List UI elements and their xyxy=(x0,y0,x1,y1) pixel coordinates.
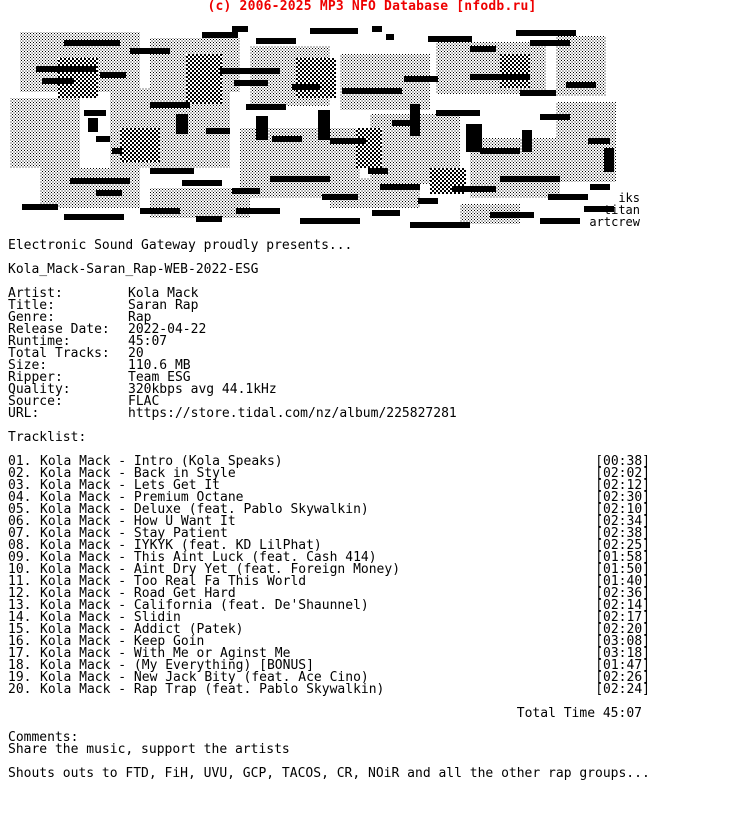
track-duration: [03:18] xyxy=(595,646,650,661)
track-title: Kola Mack - Aint Dry Yet (feat. Foreign Money) xyxy=(40,562,401,577)
track-duration: [01:58] xyxy=(595,550,650,565)
logo-block xyxy=(372,210,400,216)
total-time: Total Time 45:07 xyxy=(516,706,642,721)
track-duration: [02:36] xyxy=(595,586,650,601)
track-duration: [02:14] xyxy=(595,598,650,613)
logo-block xyxy=(330,178,420,208)
track-duration: [01:47] xyxy=(595,658,650,673)
track-duration: [00:38] xyxy=(595,454,650,469)
info-value: FLAC xyxy=(128,394,160,409)
track-duration: [02:02] xyxy=(595,466,650,481)
logo-block xyxy=(318,110,330,140)
track-title: Kola Mack - Lets Get It xyxy=(40,478,221,493)
logo-block xyxy=(452,186,496,192)
logo-block xyxy=(112,148,122,154)
track-number: 18. xyxy=(8,658,32,673)
track-duration: [02:26] xyxy=(595,670,650,685)
track-duration: [02:38] xyxy=(595,526,650,541)
track-duration: [02:30] xyxy=(595,490,650,505)
logo-block xyxy=(96,190,122,196)
comments-heading: Comments: xyxy=(8,730,79,745)
logo-block xyxy=(404,76,438,82)
track-number: 07. xyxy=(8,526,32,541)
track-number: 01. xyxy=(8,454,32,469)
logo-block xyxy=(206,128,230,134)
info-label: Size: xyxy=(8,358,48,373)
info-value: Kola Mack xyxy=(128,286,199,301)
info-value: Rap xyxy=(128,310,152,325)
logo-block xyxy=(590,184,610,190)
track-number: 15. xyxy=(8,622,32,637)
logo-block xyxy=(196,216,222,222)
tracklist-heading: Tracklist: xyxy=(8,430,87,445)
track-number: 16. xyxy=(8,634,32,649)
track-title: Kola Mack - California (feat. De'Shaunnel) xyxy=(40,598,369,613)
info-label: Title: xyxy=(8,298,55,313)
track-number: 06. xyxy=(8,514,32,529)
track-title: Kola Mack - Too Real Fa This World xyxy=(40,574,307,589)
info-label: Runtime: xyxy=(8,334,71,349)
track-number: 04. xyxy=(8,490,32,505)
track-number: 09. xyxy=(8,550,32,565)
logo-block xyxy=(356,128,382,168)
logo-block xyxy=(296,58,336,98)
logo-block xyxy=(548,194,588,200)
info-label: URL: xyxy=(8,406,40,421)
intro-line: Electronic Sound Gateway proudly presents... xyxy=(8,238,353,253)
logo-block xyxy=(182,180,222,186)
track-duration: [02:20] xyxy=(595,622,650,637)
logo-block xyxy=(64,40,120,46)
info-label: Ripper: xyxy=(8,370,63,385)
logo-block xyxy=(232,26,248,32)
track-number: 17. xyxy=(8,646,32,661)
track-title: Kola Mack - With Me or Aginst Me xyxy=(40,646,291,661)
logo-block xyxy=(300,218,360,224)
logo-block xyxy=(150,102,190,108)
logo-block xyxy=(470,46,496,52)
track-title: Kola Mack - IYKYK (feat. KD LilPhat) xyxy=(40,538,322,553)
logo-block xyxy=(540,114,570,120)
logo-block xyxy=(130,48,170,54)
track-title: Kola Mack - (My Everything) [BONUS] xyxy=(40,658,314,673)
track-duration: [02:34] xyxy=(595,514,650,529)
logo-block xyxy=(270,176,330,182)
logo-block xyxy=(310,28,358,34)
logo-block xyxy=(70,178,130,184)
track-row xyxy=(8,684,650,696)
logo-block xyxy=(530,40,570,46)
info-label: Release Date: xyxy=(8,322,110,337)
track-duration: [02:25] xyxy=(595,538,650,553)
logo-block xyxy=(40,168,140,208)
logo-block xyxy=(100,72,126,78)
info-label: Total Tracks: xyxy=(8,346,110,361)
track-number: 08. xyxy=(8,538,32,553)
track-title: Kola Mack - Premium Octane xyxy=(40,490,244,505)
logo-block xyxy=(256,116,268,140)
copyright-banner[interactable]: (c) 2006-2025 MP3 NFO Database [nfodb.ru] xyxy=(207,0,537,14)
logo-block xyxy=(42,78,74,84)
logo-block xyxy=(480,148,520,154)
track-duration: [02:12] xyxy=(595,478,650,493)
logo-block xyxy=(470,74,530,80)
logo-block xyxy=(520,90,556,96)
logo-block xyxy=(202,32,238,38)
track-duration: [02:10] xyxy=(595,502,650,517)
logo-block xyxy=(330,138,366,144)
info-value: Team ESG xyxy=(128,370,191,385)
track-title: Kola Mack - Rap Trap (feat. Pablo Skywalkin) xyxy=(40,682,385,697)
comments-text: Share the music, support the artists xyxy=(8,742,290,757)
logo-block xyxy=(500,54,530,88)
track-title: Kola Mack - Back in Style xyxy=(40,466,236,481)
logo-block xyxy=(490,212,534,218)
logo-block xyxy=(232,188,260,194)
logo-block xyxy=(246,104,286,110)
logo-block xyxy=(36,66,96,72)
track-duration: [03:08] xyxy=(595,634,650,649)
logo-block xyxy=(176,114,188,134)
logo-block xyxy=(368,168,388,174)
logo-block xyxy=(236,208,280,214)
track-number: 14. xyxy=(8,610,32,625)
logo-block xyxy=(64,214,124,220)
info-value: 2022-04-22 xyxy=(128,322,207,337)
logo-block xyxy=(566,82,596,88)
logo-block xyxy=(84,110,106,116)
shoutouts-line: Shouts outs to FTD, FiH, UVU, GCP, TACOS, CR, NOiR and all the other rap groups... xyxy=(8,766,650,781)
track-title: Kola Mack - Road Get Hard xyxy=(40,586,236,601)
logo-block xyxy=(256,38,296,44)
track-title: Kola Mack - This Aint Luck (feat. Cash 414) xyxy=(40,550,377,565)
logo-block xyxy=(436,110,480,116)
track-title: Kola Mack - Deluxe (feat. Pablo Skywalkin) xyxy=(40,502,369,517)
info-value: 320kbps avg 44.1kHz xyxy=(128,382,277,397)
logo-block xyxy=(588,138,610,144)
track-duration: [01:50] xyxy=(595,562,650,577)
logo-block xyxy=(322,194,358,200)
logo-block xyxy=(522,130,532,152)
logo-block xyxy=(272,136,302,142)
logo-block xyxy=(120,128,160,162)
logo-block xyxy=(88,118,98,132)
track-duration: [01:40] xyxy=(595,574,650,589)
info-label: Source: xyxy=(8,394,63,409)
logo-block xyxy=(418,198,438,204)
track-number: 05. xyxy=(8,502,32,517)
logo-block xyxy=(466,124,482,152)
track-number: 11. xyxy=(8,574,32,589)
logo-block xyxy=(292,84,320,90)
track-title: Kola Mack - Addict (Patek) xyxy=(40,622,244,637)
track-number: 03. xyxy=(8,478,32,493)
info-value: Saran Rap xyxy=(128,298,199,313)
release-name: Kola_Mack-Saran_Rap-WEB-2022-ESG xyxy=(8,262,259,277)
info-value: 45:07 xyxy=(128,334,168,349)
track-title: Kola Mack - Stay Patient xyxy=(40,526,228,541)
logo-block xyxy=(372,26,382,32)
track-number: 12. xyxy=(8,586,32,601)
logo-block xyxy=(150,168,194,174)
logo-block xyxy=(10,98,80,168)
info-value: 110.6 MB xyxy=(128,358,191,373)
logo-block xyxy=(140,208,180,214)
info-label: Genre: xyxy=(8,310,55,325)
logo-block xyxy=(186,54,222,104)
logo-block xyxy=(500,176,560,182)
logo-block xyxy=(22,204,58,210)
track-number: 02. xyxy=(8,466,32,481)
track-title: Kola Mack - New Jack Bity (feat. Ace Cino) xyxy=(40,670,369,685)
logo-credit-titan: titan xyxy=(603,203,640,217)
track-number: 13. xyxy=(8,598,32,613)
logo-block xyxy=(604,148,614,172)
album-url-link[interactable]: https://store.tidal.com/nz/album/225827281 xyxy=(128,406,457,421)
logo-block xyxy=(540,218,580,224)
track-title: Kola Mack - How U Want It xyxy=(40,514,236,529)
logo-credit-artcrew: artcrew xyxy=(589,215,640,229)
logo-block xyxy=(410,222,470,228)
logo-block xyxy=(96,136,110,142)
track-title: Kola Mack - Keep Goin xyxy=(40,634,205,649)
info-value: 20 xyxy=(128,346,144,361)
track-duration: [02:24] xyxy=(595,682,650,697)
track-number: 19. xyxy=(8,670,32,685)
logo-block xyxy=(410,104,420,136)
track-number: 20. xyxy=(8,682,32,697)
track-number: 10. xyxy=(8,562,32,577)
logo-block xyxy=(386,34,394,40)
info-label: Quality: xyxy=(8,382,71,397)
logo-block xyxy=(428,36,472,42)
logo-block xyxy=(342,88,402,94)
logo-block xyxy=(220,68,280,74)
track-title: Kola Mack - Intro (Kola Speaks) xyxy=(40,454,283,469)
track-title: Kola Mack - Slidin xyxy=(40,610,181,625)
info-label: Artist: xyxy=(8,286,63,301)
logo-credit-iks: iks xyxy=(618,191,640,205)
track-duration: [02:17] xyxy=(595,610,650,625)
logo-block xyxy=(516,30,576,36)
logo-block xyxy=(234,80,268,86)
logo-block xyxy=(380,184,420,190)
